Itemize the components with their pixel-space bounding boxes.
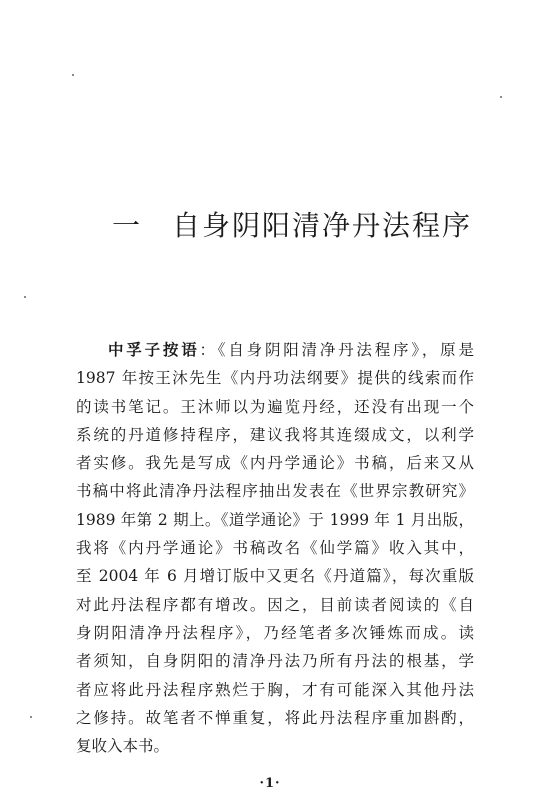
paragraph-line: 之修持。故笔者不惮重复，将此丹法程序重加斟酌， [76,708,474,727]
chapter-title-text: 自身阴阳清净丹法程序 [172,209,473,242]
paragraph-line: 系统的丹道修持程序，建议我将其连缀成文，以利学 [76,425,474,444]
paragraph-line: 书稿中将此清净丹法程序抽出发表在《世界宗教研究》 [76,482,474,501]
paragraph-line: 者应将此丹法程序熟烂于胸，才有可能深入其他丹法 [76,680,474,699]
scan-speck [30,716,32,718]
chapter-number: 一 [112,209,143,242]
scan-speck [72,74,74,76]
paragraph-line: 身阴阳清净丹法程序》，乃经笔者多次锤炼而成。读 [76,623,474,642]
scan-speck [24,296,26,298]
paragraph-line: 至 2004 年 6 月增订版中又更名《丹道篇》，每次重版 [76,567,474,586]
chapter-title [112,206,473,246]
scan-speck [500,96,502,98]
paragraph-line: 对此丹法程序都有增改。因之，目前读者阅读的《自 [76,595,474,614]
paragraph-line: 的读书笔记。王沐师以为遍览丹经，还没有出现一个 [76,397,474,416]
paragraph-line: 中孚子按语：《自身阴阳清净丹法程序》，原是 [108,340,474,359]
paragraph-line: 复收入本书。 [76,737,170,756]
paragraph-line: 者实修。我先是写成《内丹学通论》书稿，后来又从 [76,454,474,473]
page-number: ·1· [259,776,281,791]
paragraph-line: 1987 年按王沐先生《内丹功法纲要》提供的线索而作 [76,369,474,388]
paragraph-line: 1989 年第 2 期上。《道学通论》于 1999 年 1 月出版， [76,510,474,529]
note-label: 中孚子按语 [108,340,200,359]
body-paragraph [76,336,474,760]
paragraph-line: 者须知，自身阴阳的清净丹法乃所有丹法的根基，学 [76,652,474,671]
paragraph-line: 我将《内丹学通论》书稿改名《仙学篇》收入其中， [76,539,474,558]
